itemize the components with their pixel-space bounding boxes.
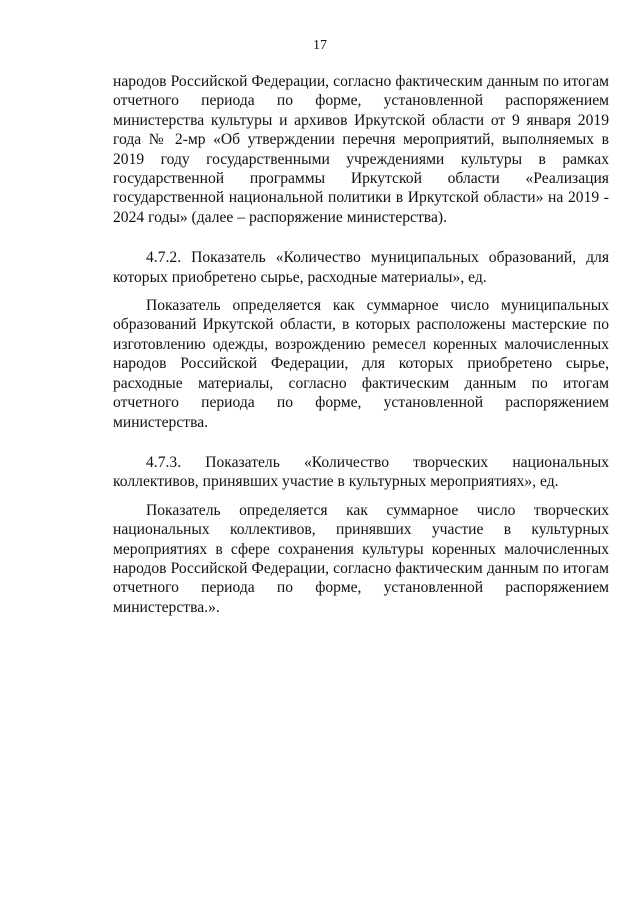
section-heading-4-7-2: 4.7.2. Показатель «Количество муниципальных образований, для которых приобретено сырье, расходные материалы», ед. [113, 249, 609, 286]
paragraph-4-7-2-definition: Показатель определяется как суммарное число муниципальных образований Иркутской области, в которых расположены мастерские по изготовлению одежды, возрождению ремесел коренных малочисленных народов Российской Федерации, для которых приобретено сырье, расходные материалы, согласно фактическим данным по итогам отчетного периода по форме, установленной распоряжением министерства. [113, 297, 609, 431]
page-number: 17 [313, 38, 327, 53]
section-heading-4-7-3: 4.7.3. Показатель «Количество творческих национальных коллективов, принявших участие в культурных мероприятиях», ед. [113, 453, 609, 491]
document-body [113, 72, 609, 617]
paragraph-4-7-3-definition: Показатель определяется как суммарное число творческих национальных коллективов, принявших участие в культурных мероприятиях в сфере сохранения культуры коренных малочисленных народов Российской Федерации, согласно фактическим данным по итогам отчетного периода по форме, установленной распоряжением министерства.». [113, 501, 609, 616]
paragraph-continuation: народов Российской Федерации, согласно фактическим данным по итогам отчетного периода по форме, установленной распоряжением министерства культуры и архивов Иркутской области от 9 января 2019 года № 2-мр «Об утверждении перечня мероприятий, выполняемых в 2019 году государственными учреждениями культуры в рамках государственной программы Иркутской области «Реализация государственной национальной политики в Иркутской области» на 2019 - 2024 годы» (далее – распоряжение министерства). [113, 73, 609, 226]
